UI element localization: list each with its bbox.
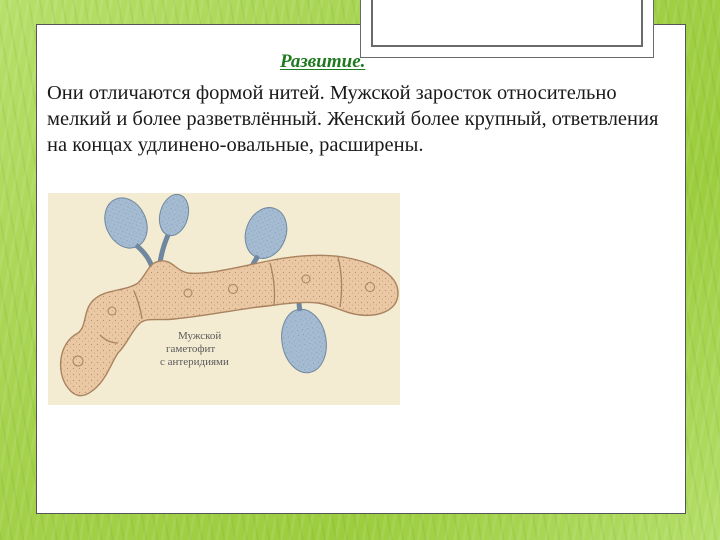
antheridium-middle [155, 193, 193, 263]
caption-line-3: с антеридиями [160, 356, 229, 368]
decorative-frame [360, 0, 654, 58]
slide-heading: Развитие. [280, 51, 366, 72]
gametophyte-illustration [48, 193, 400, 405]
caption-line-2: гаметофит [166, 343, 216, 355]
caption-line-1: Мужской [178, 330, 222, 342]
gametophyte-drawing [48, 193, 400, 405]
gametophyte-filament [61, 255, 398, 395]
antheridium-bottom [277, 293, 331, 376]
antheridium-left [97, 193, 155, 267]
slide-body-text: Они отличаются формой нитей. Мужской заросток относительно мелкий и более разветвлённый. Женский более крупный, ответвления на концах удлинено-овальные, расширены. [47, 82, 659, 156]
decorative-frame-inner [371, 0, 643, 47]
